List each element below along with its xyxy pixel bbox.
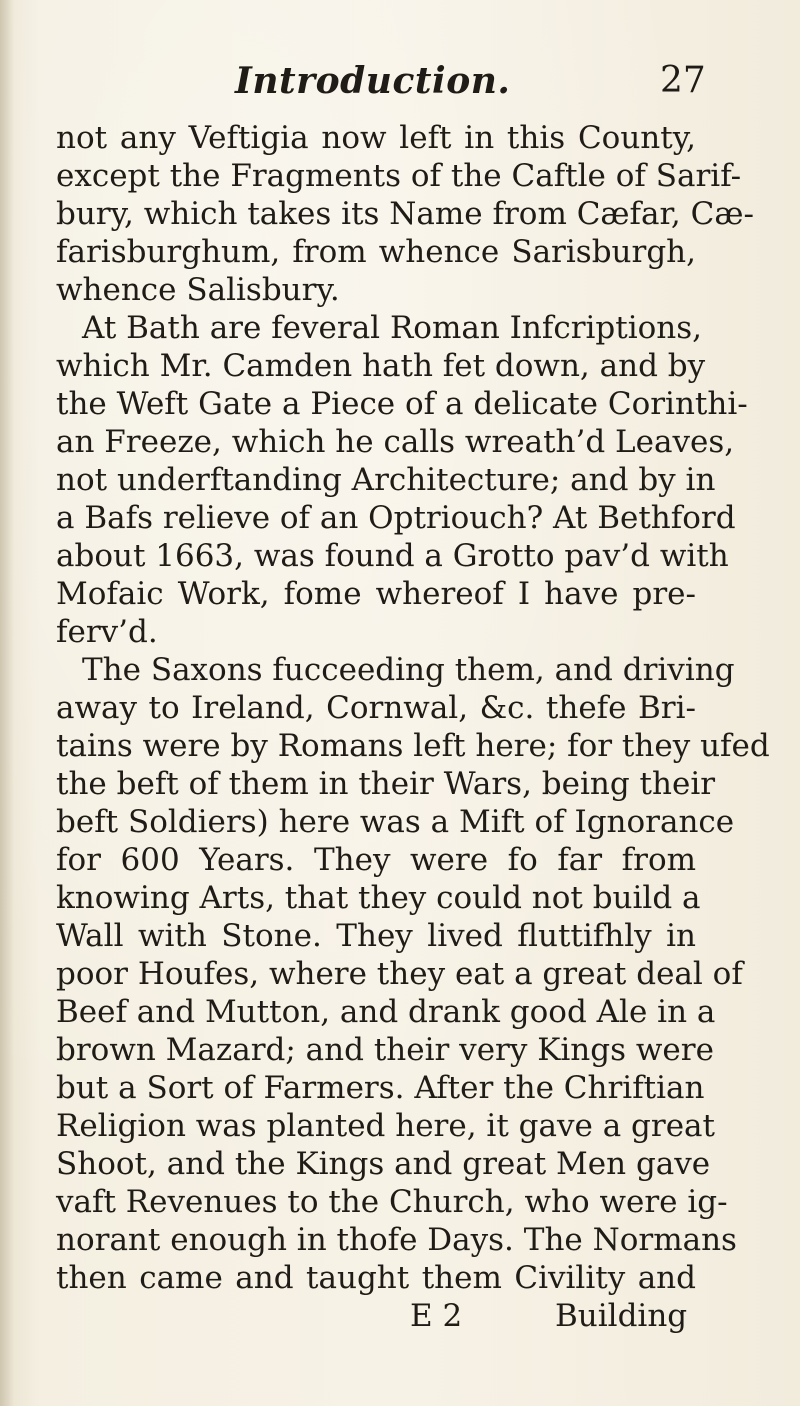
catchword: Building bbox=[555, 1298, 688, 1334]
text-line: an Freeze, which he calls wreath’d Leaves, bbox=[56, 424, 735, 460]
page-gutter-shadow bbox=[0, 0, 14, 1406]
text-line: norant enough in thofe Days. The Normans bbox=[56, 1222, 737, 1258]
text-line: bury, which takes its Name from Cæfar, Cæ- bbox=[56, 196, 754, 232]
text-line: Wall with Stone. They lived fluttifhly in bbox=[56, 918, 696, 954]
text-line: Shoot, and the Kings and great Men gave bbox=[56, 1146, 711, 1182]
text-line: not any Veftigia now left in this County, bbox=[56, 120, 696, 156]
text-line: whence Salisbury. bbox=[56, 272, 340, 308]
text-line: Religion was planted here, it gave a great bbox=[56, 1108, 715, 1144]
text-line: but a Sort of Farmers. After the Chriftian bbox=[56, 1070, 705, 1106]
text-line: poor Houfes, where they eat a great deal of bbox=[56, 956, 743, 992]
text-line: for 600 Years. They were fo far from bbox=[56, 842, 696, 878]
catchline bbox=[0, 1294, 800, 1338]
text-line: not underftanding Architecture; and by in bbox=[56, 462, 716, 498]
running-title: Introduction. bbox=[235, 60, 511, 102]
text-line: the beft of them in their Wars, being their bbox=[56, 766, 716, 802]
text-line: knowing Arts, that they could not build a bbox=[56, 880, 701, 916]
text-line: except the Fragments of the Caftle of Sarif- bbox=[56, 158, 742, 194]
page-number: 27 bbox=[660, 60, 706, 101]
signature-mark: E 2 bbox=[410, 1298, 463, 1334]
text-line: brown Mazard; and their very Kings were bbox=[56, 1032, 714, 1068]
text-line: ferv’d. bbox=[56, 614, 158, 650]
text-line: tains were by Romans left here; for they ufed bbox=[56, 728, 770, 764]
text-line: then came and taught them Civility and bbox=[56, 1260, 696, 1296]
text-line: about 1663, was found a Grotto pav’d with bbox=[56, 538, 729, 574]
text-line: beft Soldiers) here was a Mift of Ignorance bbox=[56, 804, 735, 840]
paragraph-start-line: The Saxons fucceeding them, and driving bbox=[82, 652, 735, 688]
text-line: vaft Revenues to the Church, who were ig- bbox=[56, 1184, 728, 1220]
text-line: away to Ireland, Cornwal, &c. thefe Bri- bbox=[56, 690, 696, 726]
text-line: farisburghum, from whence Sarisburgh, bbox=[56, 234, 696, 270]
text-line: Beef and Mutton, and drank good Ale in a bbox=[56, 994, 716, 1030]
paragraph-start-line: At Bath are feveral Roman Infcriptions, bbox=[82, 310, 703, 346]
text-line: Mofaic Work, fome whereof I have pre- bbox=[56, 576, 696, 612]
text-line: which Mr. Camden hath fet down, and by bbox=[56, 348, 706, 384]
text-line: the Weft Gate a Piece of a delicate Corinthi- bbox=[56, 386, 748, 422]
page-header bbox=[0, 60, 800, 110]
text-line: a Bafs relieve of an Optriouch? At Bethford bbox=[56, 500, 736, 536]
